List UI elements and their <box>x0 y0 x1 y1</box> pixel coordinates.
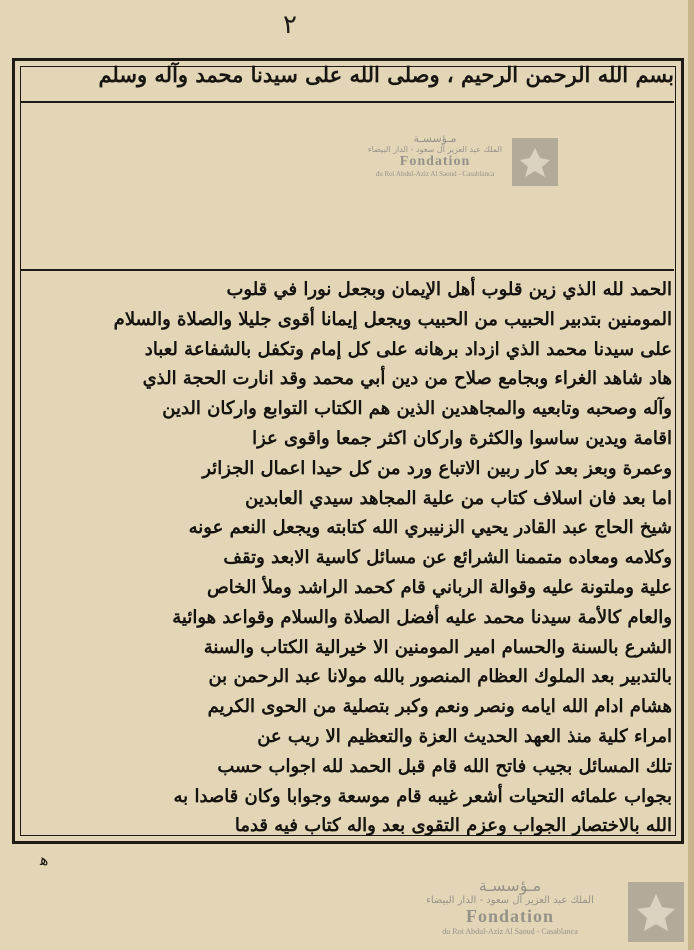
manuscript-line: اقامة ويدين ساسوا والكثرة واركان اكثر جمعا واقوى عزا <box>252 427 672 449</box>
manuscript-body <box>24 275 672 841</box>
watermark-text <box>396 876 624 936</box>
manuscript-line: علية وملتونة عليه وقوالة الرباني قام كحمد الراشد وملأ الخاص <box>207 576 672 598</box>
catchword-mark: ﻫ <box>40 850 49 869</box>
manuscript-line: المومنين بتدبير الحبيب من الحبيب ويجعل إيمانا أقوى جليلا والصلاة والسلام <box>113 308 672 330</box>
watermark-english-title: Fondation <box>399 154 471 169</box>
manuscript-line: وعمرة وبعز بعد كار ربين الاتباع ورد من كل حيدا اعمال الجزائر <box>202 457 672 479</box>
manuscript-line: بالتدبير بعد الملوك العظام المنصور بالله مولانا عبد الرحمن بن <box>208 666 672 688</box>
foundation-logo-icon <box>512 138 558 186</box>
watermark-english-subtitle: du Roi Abdul-Aziz Al Saoud - Casablanca <box>375 170 495 178</box>
blank-title-box <box>20 101 674 271</box>
manuscript-line: هشام ادام الله ايامه ونصر ونعم وكبر بتصلية من الحوى الكريم <box>207 696 672 718</box>
watermark-text <box>360 132 510 178</box>
star-emblem-icon <box>512 138 558 186</box>
manuscript-line: بجواب علمائه التحيات أشعر غيبه قام موسعة وجوابا وكان قاصدا به <box>173 785 672 807</box>
manuscript-line: الشرع بالسنة والحسام امير المومنين الا خيرالية الكتاب والسنة <box>203 636 672 658</box>
manuscript-line: الحمد لله الذي زين قلوب أهل الإيمان وبجعل نورا في قلوب <box>226 279 672 300</box>
foundation-logo-icon <box>628 882 684 942</box>
manuscript-line: امراء كلية منذ العهد الحديث العزة والتعظيم الا ريب عن <box>257 725 672 747</box>
manuscript-line: وآله وصحبه وتابعيه والمجاهدين الذين هم الكتاب التوابع واركان الدين <box>162 398 672 420</box>
manuscript-line: شيخ الحاج عبد القادر يحيي الزنيبري الله كتابته ويجعل النعم عونه <box>188 517 672 539</box>
basmala-header: بسم الله الرحمن الرحيم ، وصلى الله على سيدنا محمد وآله وسلم <box>98 62 674 87</box>
watermark-arabic-subtitle: الملك عبد العزيز آل سعود - الدار البيضاء <box>426 895 594 906</box>
manuscript-line: وكلامه ومعاده متممنا الشرائع عن مسائل كاسية الابعد وتقف <box>223 547 672 569</box>
manuscript-line: اما بعد فان اسلاف كتاب من علية المجاهد سيدي العابدين <box>245 487 672 509</box>
watermark-arabic-title: مـؤسسـة <box>413 132 457 145</box>
watermark-arabic-subtitle: الملك عبد العزيز آل سعود - الدار البيضاء <box>367 145 503 154</box>
watermark-arabic-title: مـؤسسـة <box>478 876 542 895</box>
manuscript-line: والعام كالأمة سيدنا محمد عليه أفضل الصلاة والسلام وقواعد هوائية <box>172 606 672 628</box>
watermark-english-subtitle: du Roi Abdul-Aziz Al Saoud - Casablanca <box>442 927 578 936</box>
foundation-watermark-top <box>360 132 570 192</box>
foundation-watermark-bottom <box>396 876 688 948</box>
watermark-english-title: Fondation <box>465 906 555 926</box>
page-edge <box>688 0 694 950</box>
manuscript-line: على سيدنا محمد الذي ازداد برهانه على كل إمام وتكفل بالشفاعة لعباد <box>144 338 672 360</box>
star-emblem-icon <box>628 882 684 942</box>
manuscript-line: الله بالاختصار الجواب وعزم التقوى بعد واله كتاب فيه قدما <box>234 815 672 837</box>
manuscript-line: هاد شاهد الغراء وبجامع صلاح من دين أبي محمد وقد انارت الحجة الذي <box>142 368 672 390</box>
manuscript-line: تلك المسائل بجيب فاتح الله قام قبل الحمد لله اجواب حسب <box>217 755 672 777</box>
page-number: ٢ <box>283 10 297 40</box>
